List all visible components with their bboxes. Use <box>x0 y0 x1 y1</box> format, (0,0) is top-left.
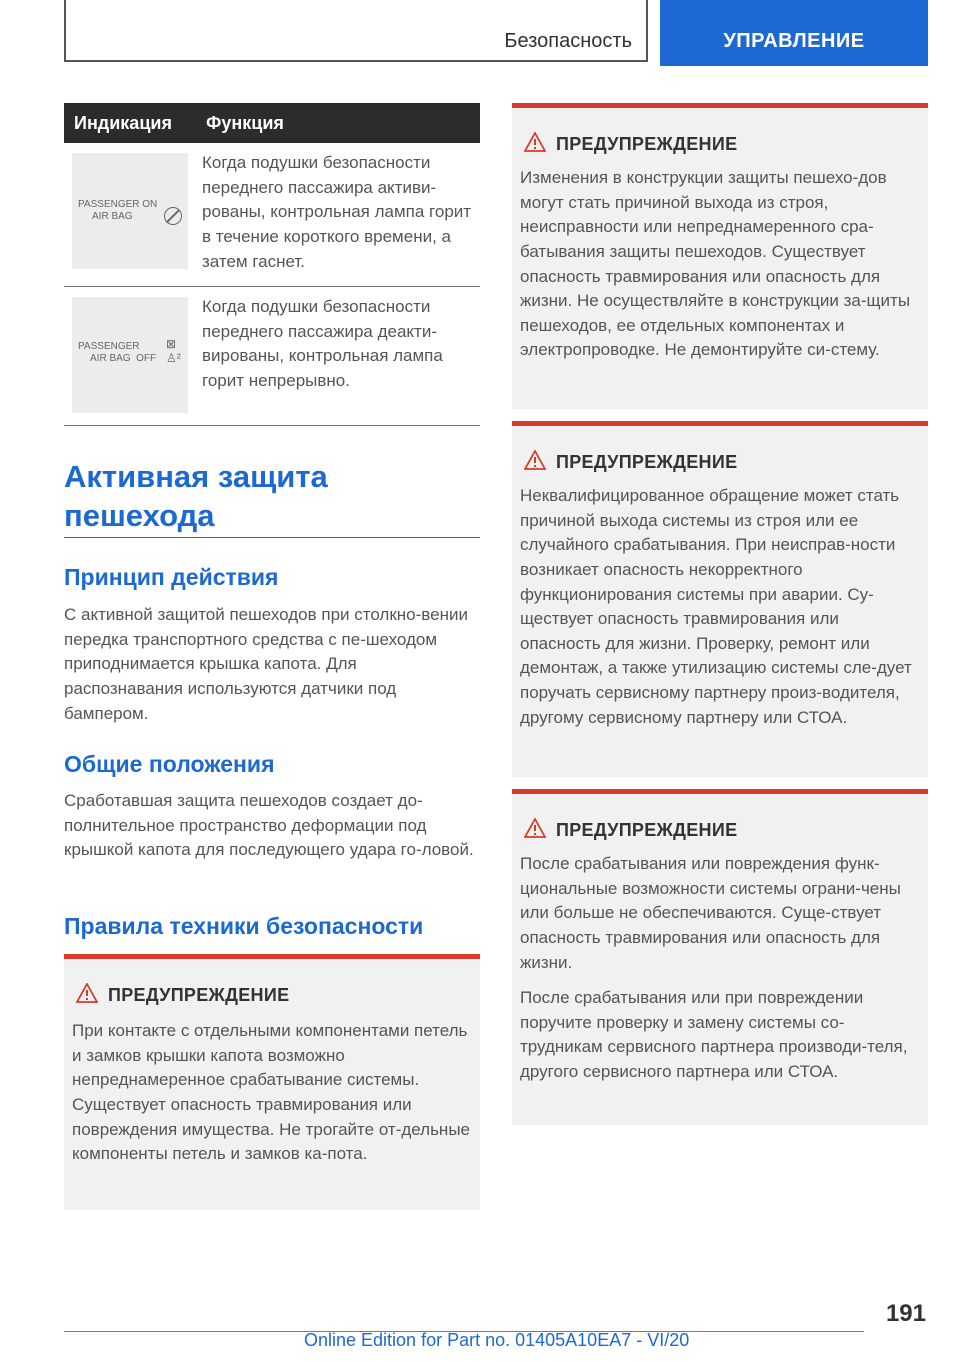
header-section-tab <box>64 0 648 62</box>
airbag-on-indicator <box>72 153 188 269</box>
airbag-off-indicator <box>72 297 188 413</box>
indicator-label-line2: AIR BAG <box>92 210 133 222</box>
indicator-label-line1: PASSENGER ON <box>78 199 158 210</box>
page-header <box>64 0 928 66</box>
table-cell-function: Когда подушки безопасности переднего пассажира активи-рованы, контрольная лампа горит в течение короткого времени, а затем гаснет. <box>202 153 472 271</box>
subsection-title-safety: Правила техники безопасности <box>64 913 424 939</box>
airbag-off-icon: ⊠ ♙² <box>166 337 181 366</box>
section-title-wrap <box>64 458 480 536</box>
warning-box <box>512 103 928 409</box>
warning-box <box>512 789 928 1125</box>
general-text: Сработавшая защита пешеходов создает до-полнительное пространство деформации под крышкой капота для последующего удара го-ловой. <box>64 791 474 860</box>
indicator-label-line1: PASSENGER <box>78 341 140 353</box>
section-title: Активная защита пешехода <box>64 459 328 533</box>
warning-triangle-icon <box>76 983 98 1003</box>
warning-box <box>512 421 928 777</box>
warning-title: ПРЕДУПРЕЖДЕНИЕ <box>556 820 738 840</box>
subsection-title-general: Общие положения <box>64 751 275 777</box>
warning-text: При контакте с отдельными компонентами петель и замков крышки капота возможно непреднамеренное срабатывание системы. Существует опасность травмирования или повреждения имущества. Не трогайте от-дельные компоненты петель и замков ка-пота. <box>72 1021 470 1164</box>
table-row <box>64 287 480 426</box>
warning-triangle-icon <box>524 818 546 838</box>
warning-title: ПРЕДУПРЕЖДЕНИЕ <box>108 985 290 1005</box>
warning-text-2: После срабатывания или при повреждении поручите проверку и замену системы со-трудникам сервисного партнера производи-теля, другого сервисного партнера или СТОА. <box>520 988 908 1081</box>
airbag-on-icon <box>164 207 182 225</box>
subsection-title-principle: Принцип действия <box>64 564 279 590</box>
table-cell-function: Когда подушки безопасности переднего пассажира деакти-вированы, контрольная лампа горит непрерывно. <box>202 297 443 391</box>
header-chapter-label: УПРАВЛЕНИЕ <box>723 30 865 52</box>
indicator-table <box>64 103 480 426</box>
table-header-indicator: Индикация <box>64 103 192 143</box>
section-divider <box>64 537 480 538</box>
warning-text: После срабатывания или повреждения функ-циональные возможности системы ограни-чены или больше не обеспечиваются. Суще-ствует опасность травмирования или опасность для жизни. <box>520 854 901 972</box>
warning-text: Изменения в конструкции защиты пешехо-дов могут стать причиной выхода из строя, неисправности или непреднамеренного сра-батывания защиты пешеходов. Существует опасность травмирования или опасность для жизни. Не осуществляйте в конструкции за-щиты пешеходов, ее отдельных компонентах и электропроводке. Не демонтируйте си-стему. <box>520 168 911 360</box>
page-number: 191 <box>885 1300 926 1327</box>
principle-text: С активной защитой пешеходов при столкно-вении передка транспортного средства с пе-шеходом приподнимается крышка капота. Для распознавания используются датчики под бампером. <box>64 605 468 723</box>
warning-triangle-icon <box>524 450 546 470</box>
table-header-function: Функция <box>192 103 480 143</box>
edition-line: Online Edition for Part no. 01405A10EA7 - VI/20 <box>304 1330 690 1350</box>
warning-text: Неквалифицированное обращение может стать причиной выхода системы из строя или ее случайного срабатывания. При неисправ-ности возникает опасность некорректного функционирования системы при аварии. Су-ществует опасность травмирования или опасность для жизни. Проверку, ремонт или демонтаж, а также утилизацию системы сле-дует поручать сервисному партнеру произ-водителя, другому сервисному партнеру или СТОА. <box>520 486 912 727</box>
warning-title: ПРЕДУПРЕЖДЕНИЕ <box>556 452 738 472</box>
indicator-table-wrap <box>64 103 480 426</box>
warning-triangle-icon <box>524 132 546 152</box>
indicator-label-line2: AIR BAG OFF <box>90 352 157 364</box>
header-section-label: Безопасность <box>504 30 632 52</box>
table-header-row <box>64 103 480 143</box>
warning-title: ПРЕДУПРЕЖДЕНИЕ <box>556 134 738 154</box>
warning-box <box>64 954 480 1210</box>
header-chapter-tab <box>660 0 928 66</box>
table-row <box>64 143 480 287</box>
